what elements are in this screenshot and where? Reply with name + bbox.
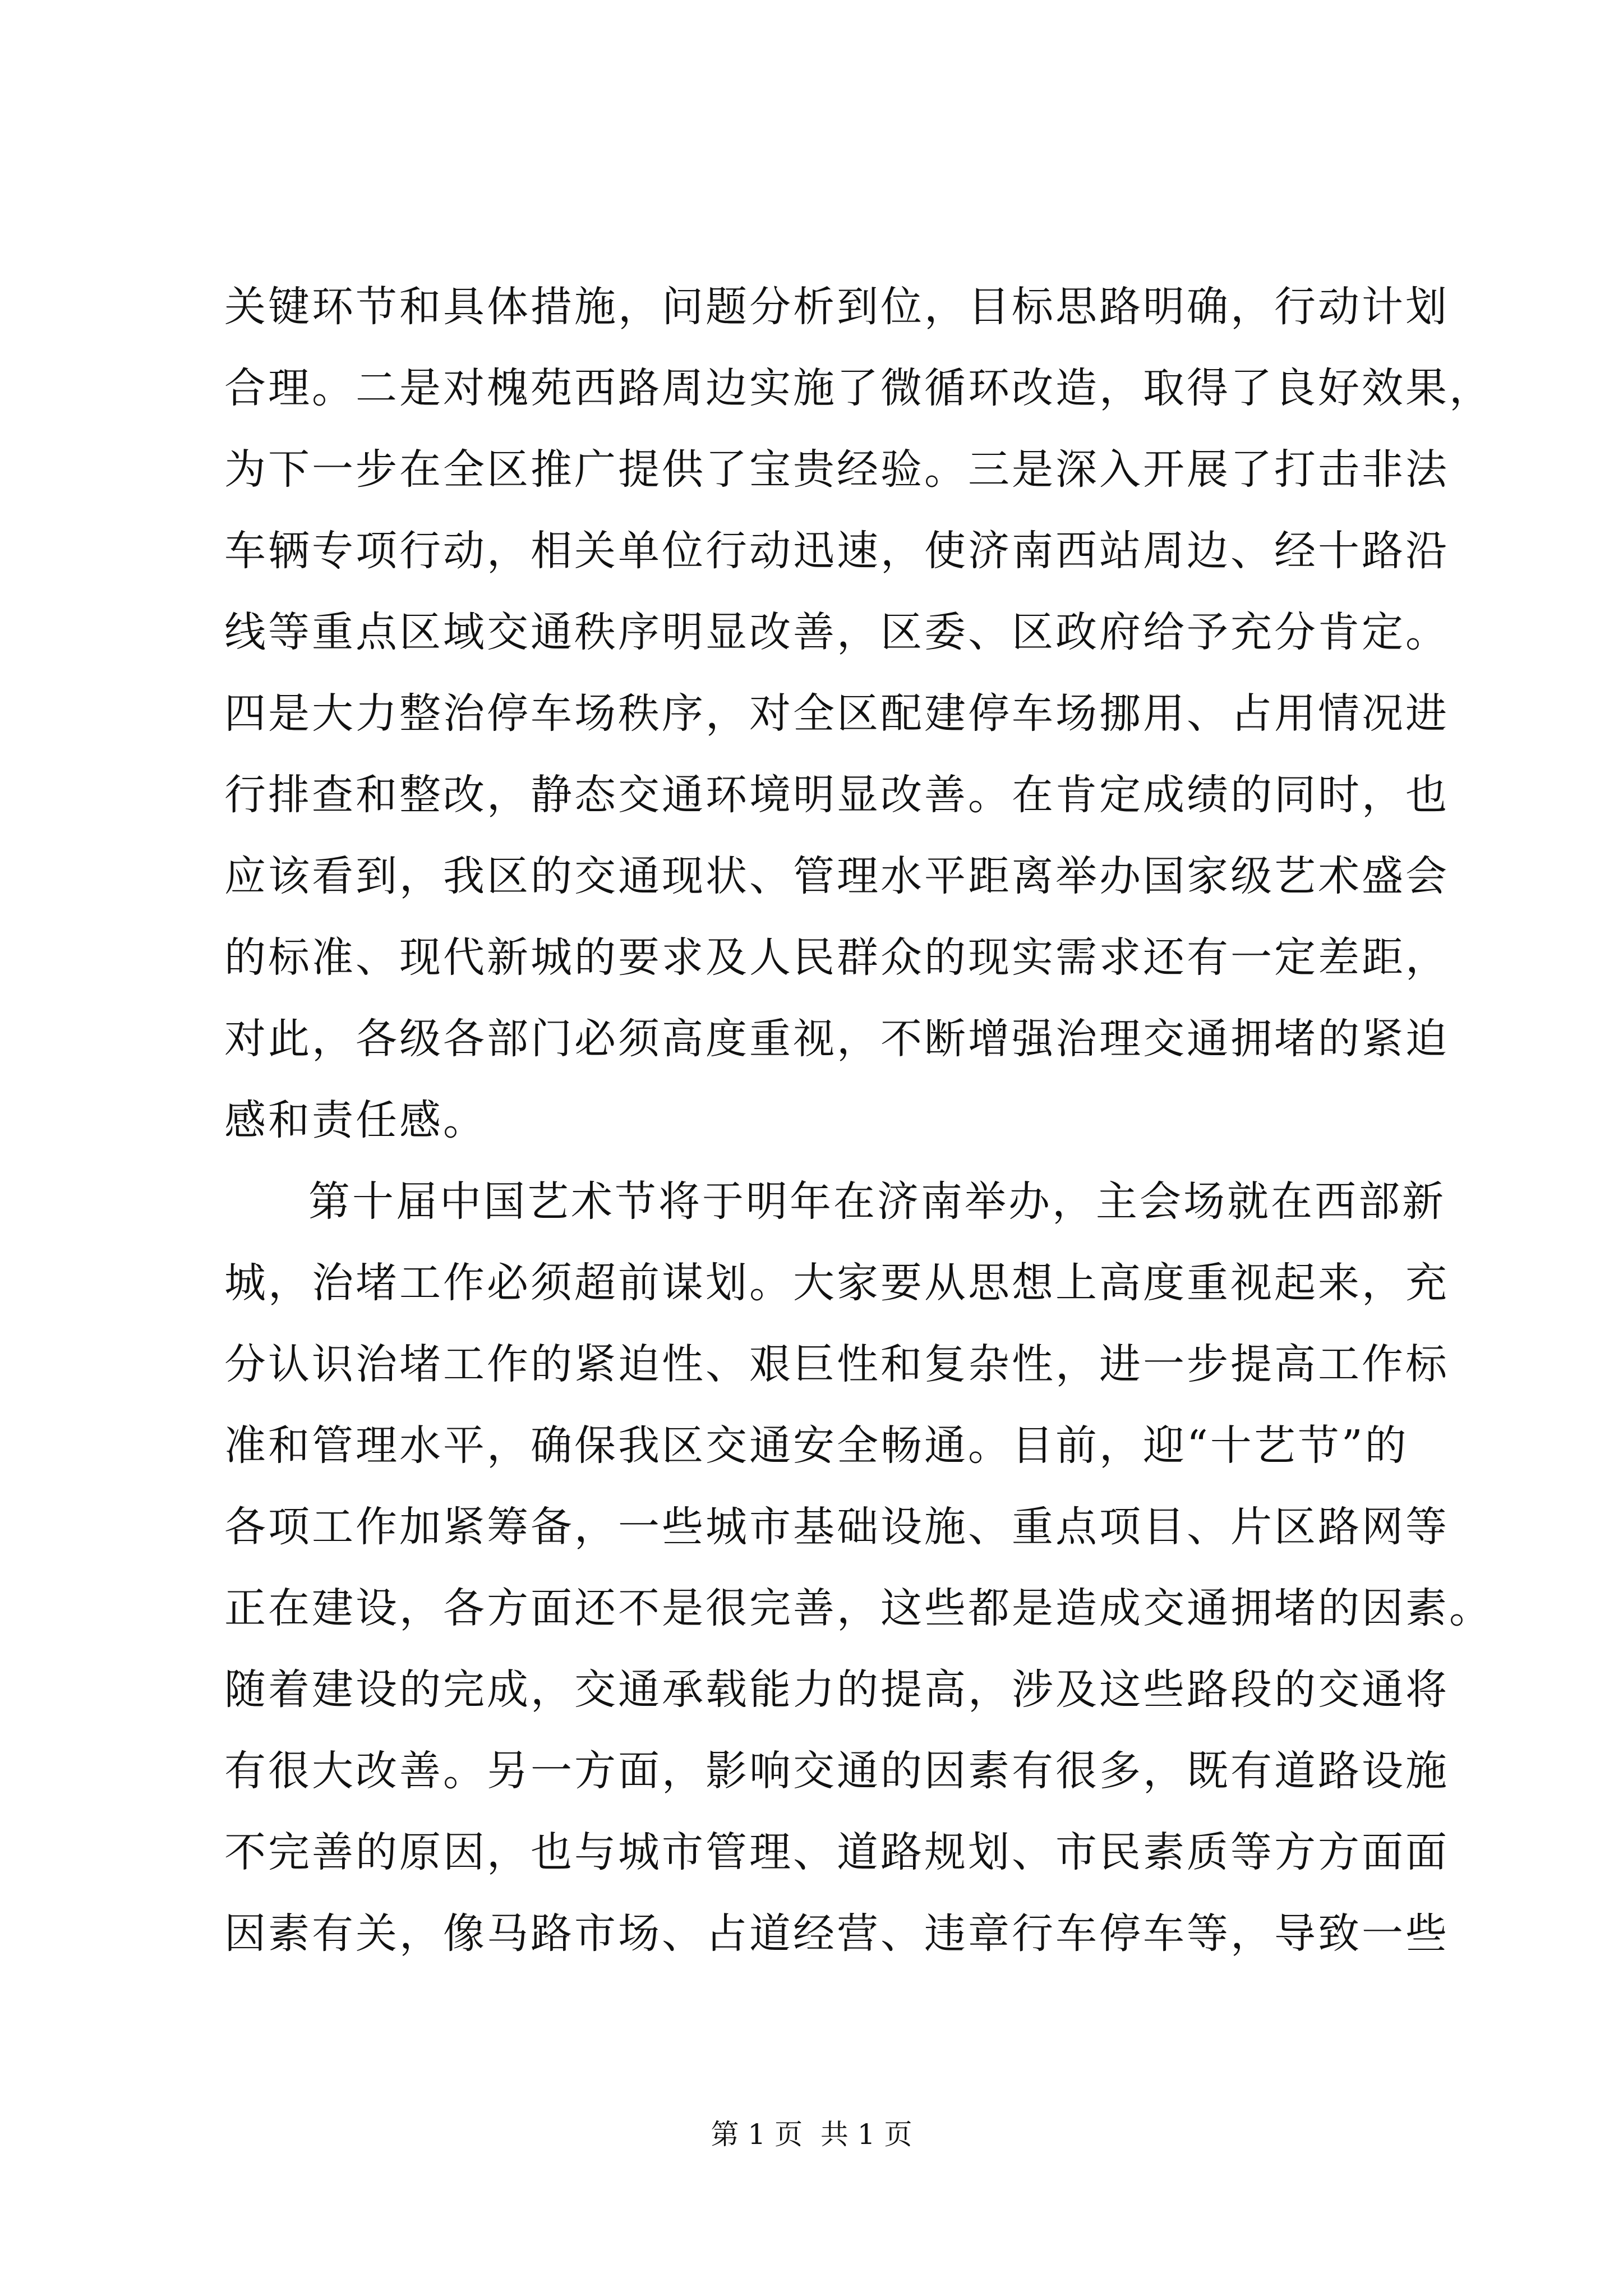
text-line: 不完善的原因，也与城市管理、道路规划、市民素质等方方面面 xyxy=(224,1828,1449,1876)
text-line: 各项工作加紧筹备，一些城市基础设施、重点项目、片区路网等 xyxy=(224,1503,1449,1551)
text-line: 随着建设的完成，交通承载能力的提高，涉及这些路段的交通将 xyxy=(224,1665,1449,1714)
text-line: 行排查和整改，静态交通环境明显改善。在肯定成绩的同时，也 xyxy=(224,771,1449,819)
text-line: 四是大力整治停车场秩序，对全区配建停车场挪用、占用情况进 xyxy=(224,689,1449,738)
text-line: 合理。二是对槐苑西路周边实施了微循环改造，取得了良好效果， xyxy=(224,364,1493,412)
text-line: 分认识治堵工作的紧迫性、艰巨性和复杂性，进一步提高工作标 xyxy=(224,1340,1449,1388)
text-line: 应该看到，我区的交通现状、管理水平距离举办国家级艺术盛会 xyxy=(224,852,1449,900)
body-text xyxy=(224,266,1493,1975)
text-line: 的标准、现代新城的要求及人民群众的现实需求还有一定差距， xyxy=(224,933,1449,982)
text-line: 车辆专项行动，相关单位行动迅速，使济南西站周边、经十路沿 xyxy=(224,527,1449,575)
text-line: 为下一步在全区推广提供了宝贵经验。三是深入开展了打击非法 xyxy=(224,445,1449,494)
text-line: 线等重点区域交通秩序明显改善，区委、区政府给予充分肯定。 xyxy=(224,608,1449,656)
text-line: 因素有关，像马路市场、占道经营、违章行车停车等，导致一些 xyxy=(224,1910,1449,1958)
text-line: 对此，各级各部门必须高度重视，不断增强治理交通拥堵的紧迫 xyxy=(224,1015,1449,1063)
text-line: 关键环节和具体措施，问题分析到位，目标思路明确，行动计划 xyxy=(224,283,1449,331)
text-line: 有很大改善。另一方面，影响交通的因素有很多，既有道路设施 xyxy=(224,1747,1449,1795)
text-line: 城，治堵工作必须超前谋划。大家要从思想上高度重视起来，充 xyxy=(224,1259,1449,1307)
text-line: 正在建设，各方面还不是很完善，这些都是造成交通拥堵的因素。 xyxy=(224,1584,1493,1632)
text-line: 感和责任感。 xyxy=(224,1096,487,1144)
text-line: 准和管理水平，确保我区交通安全畅通。目前，迎“十艺节”的 xyxy=(224,1421,1409,1470)
paragraph xyxy=(224,1161,1493,1975)
text-line: 第十届中国艺术节将于明年在济南举办，主会场就在西部新 xyxy=(308,1177,1446,1226)
page-footer: 第 1 页 共 1 页 xyxy=(711,2118,912,2151)
paragraph xyxy=(224,266,1493,1161)
